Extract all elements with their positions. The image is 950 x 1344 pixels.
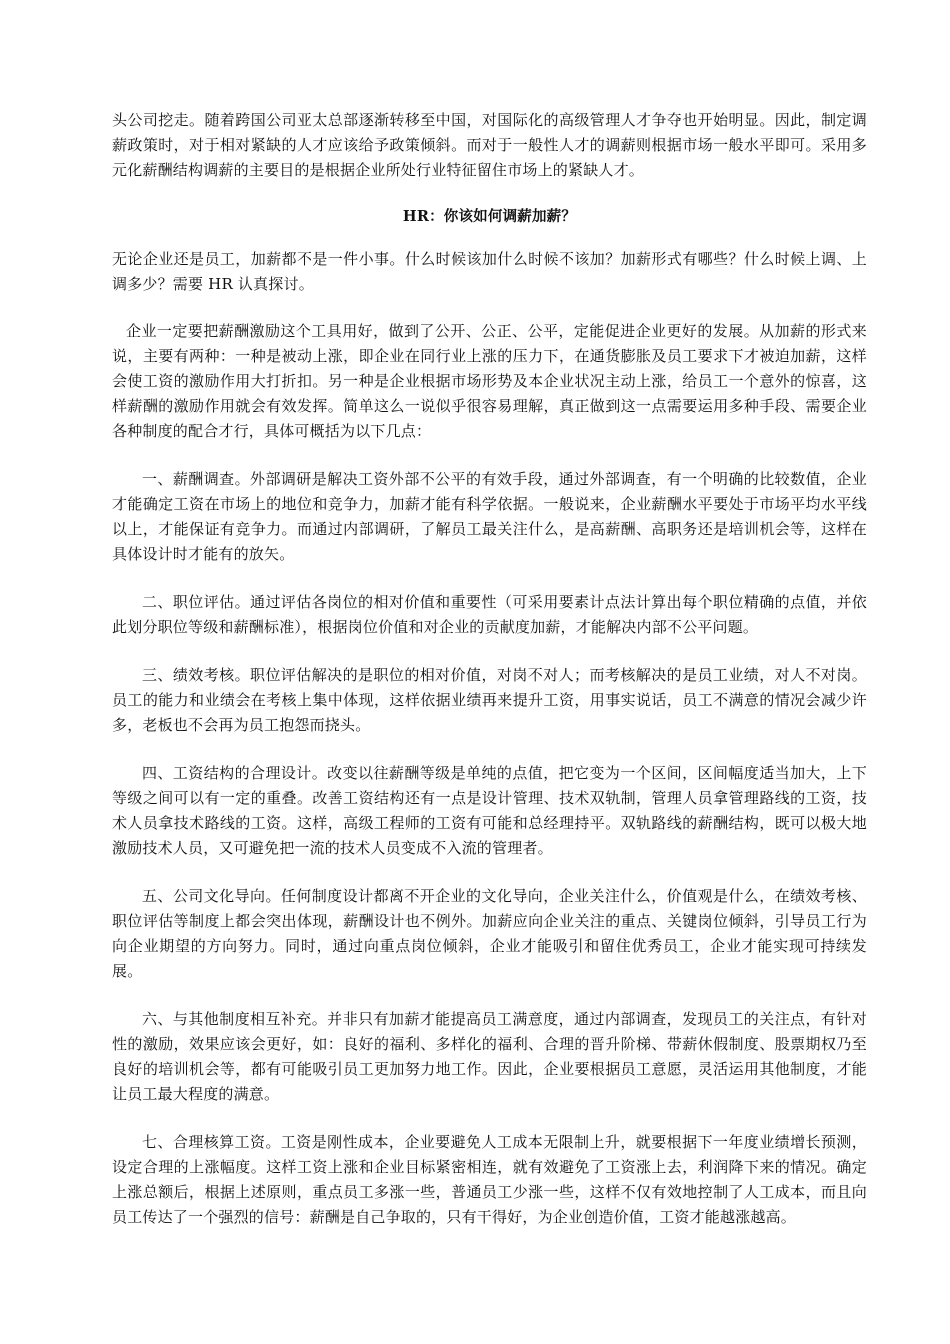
point-paragraph: 七、合理核算工资。工资是刚性成本，企业要避免人工成本无限制上升，就要根据下一年度业绩增长预测，设定合理的上涨幅度。这样工资上涨和企业目标紧密相连，就有效避免了工资涨上去，利润降下来的情况。确定上涨总额后，根据上述原则，重点员工多涨一些，普通员工少涨一些，这样不仅有效地控制了人工成本，而且向员工传达了一个强烈的信号：薪酬是自己争取的，只有干得好，为企业创造价值，工资才能越涨越高。	[112, 1133, 867, 1226]
document-page	[112, 108, 867, 1230]
point-paragraph: 五、公司文化导向。任何制度设计都离不开企业的文化导向，企业关注什么，价值观是什么，在绩效考核、职位评估等制度上都会突出体现，薪酬设计也不例外。加薪应向企业关注的重点、关键岗位倾斜，引导员工行为向企业期望的方向努力。同时，通过向重点岗位倾斜，企业才能吸引和留住优秀员工，企业才能实现可持续发展。	[112, 887, 867, 980]
point-paragraph: 四、工资结构的合理设计。改变以往薪酬等级是单纯的点值，把它变为一个区间，区间幅度适当加大，上下等级之间可以有一定的重叠。改善工资结构还有一点是设计管理、技术双轨制，管理人员拿管理路线的工资，技术人员拿技术路线的工资。这样，高级工程师的工资有可能和总经理持平。双轨路线的薪酬结构，既可以极大地激励技术人员，又可避免把一流的技术人员变成不入流的管理者。	[112, 764, 867, 857]
point-paragraph: 一、薪酬调查。外部调研是解决工资外部不公平的有效手段，通过外部调查，有一个明确的比较数值，企业才能确定工资在市场上的地位和竞争力，加薪才能有科学依据。一般说来，企业薪酬水平要处于市场平均水平线以上，才能保证有竞争力。而通过内部调研，了解员工最关注什么，是高薪酬、高职务还是培训机会等，这样在具体设计时才能有的放矢。	[112, 470, 867, 563]
point-paragraph: 二、职位评估。通过评估各岗位的相对价值和重要性（可采用要素计点法计算出每个职位精确的点值，并依此划分职位等级和薪酬标准），根据岗位价值和对企业的贡献度加薪，才能解决内部不公平问题。	[112, 593, 867, 636]
point-paragraph: 三、绩效考核。职位评估解决的是职位的相对价值，对岗不对人；而考核解决的是员工业绩，对人不对岗。员工的能力和业绩会在考核上集中体现，这样依据业绩再来提升工资，用事实说话，员工不满意的情况会减少许多，老板也不会再为员工抱怨而挠头。	[112, 666, 867, 734]
overview-paragraph: 企业一定要把薪酬激励这个工具用好，做到了公开、公正、公平，定能促进企业更好的发展。从加薪的形式来说，主要有两种：一种是被动上涨，即企业在同行业上涨的压力下，在通货膨胀及员工要求下才被迫加薪，这样会使工资的激励作用大打折扣。另一种是企业根据市场形势及本企业状况主动上涨，给员工一个意外的惊喜，这样薪酬的激励作用就会有效发挥。简单这么一说似乎很容易理解，真正做到这一点需要运用多种手段、需要企业各种制度的配合才行，具体可概括为以下几点：	[112, 322, 867, 440]
section-heading: HR：你该如何调薪加薪？	[402, 208, 577, 225]
intro-paragraph: 头公司挖走。随着跨国公司亚太总部逐渐转移至中国，对国际化的高级管理人才争夺也开始明显。因此，制定调薪政策时，对于相对紧缺的人才应该给予政策倾斜。而对于一般性人才的调薪则根据市场一般水平即可。采用多元化薪酬结构调薪的主要目的是根据企业所处行业特征留住市场上的紧缺人才。	[112, 111, 867, 179]
lead-paragraph: 无论企业还是员工，加薪都不是一件小事。什么时候该加什么时候不该加？加薪形式有哪些？什么时候上调、上调多少？需要 HR 认真探讨。	[112, 250, 867, 293]
point-paragraph: 六、与其他制度相互补充。并非只有加薪才能提高员工满意度，通过内部调查，发现员工的关注点，有针对性的激励，效果应该会更好，如：良好的福利、多样化的福利、合理的晋升阶梯、带薪休假制度、股票期权乃至良好的培训机会等，都有可能吸引员工更加努力地工作。因此，企业要根据员工意愿，灵活运用其他制度，才能让员工最大程度的满意。	[112, 1010, 867, 1103]
